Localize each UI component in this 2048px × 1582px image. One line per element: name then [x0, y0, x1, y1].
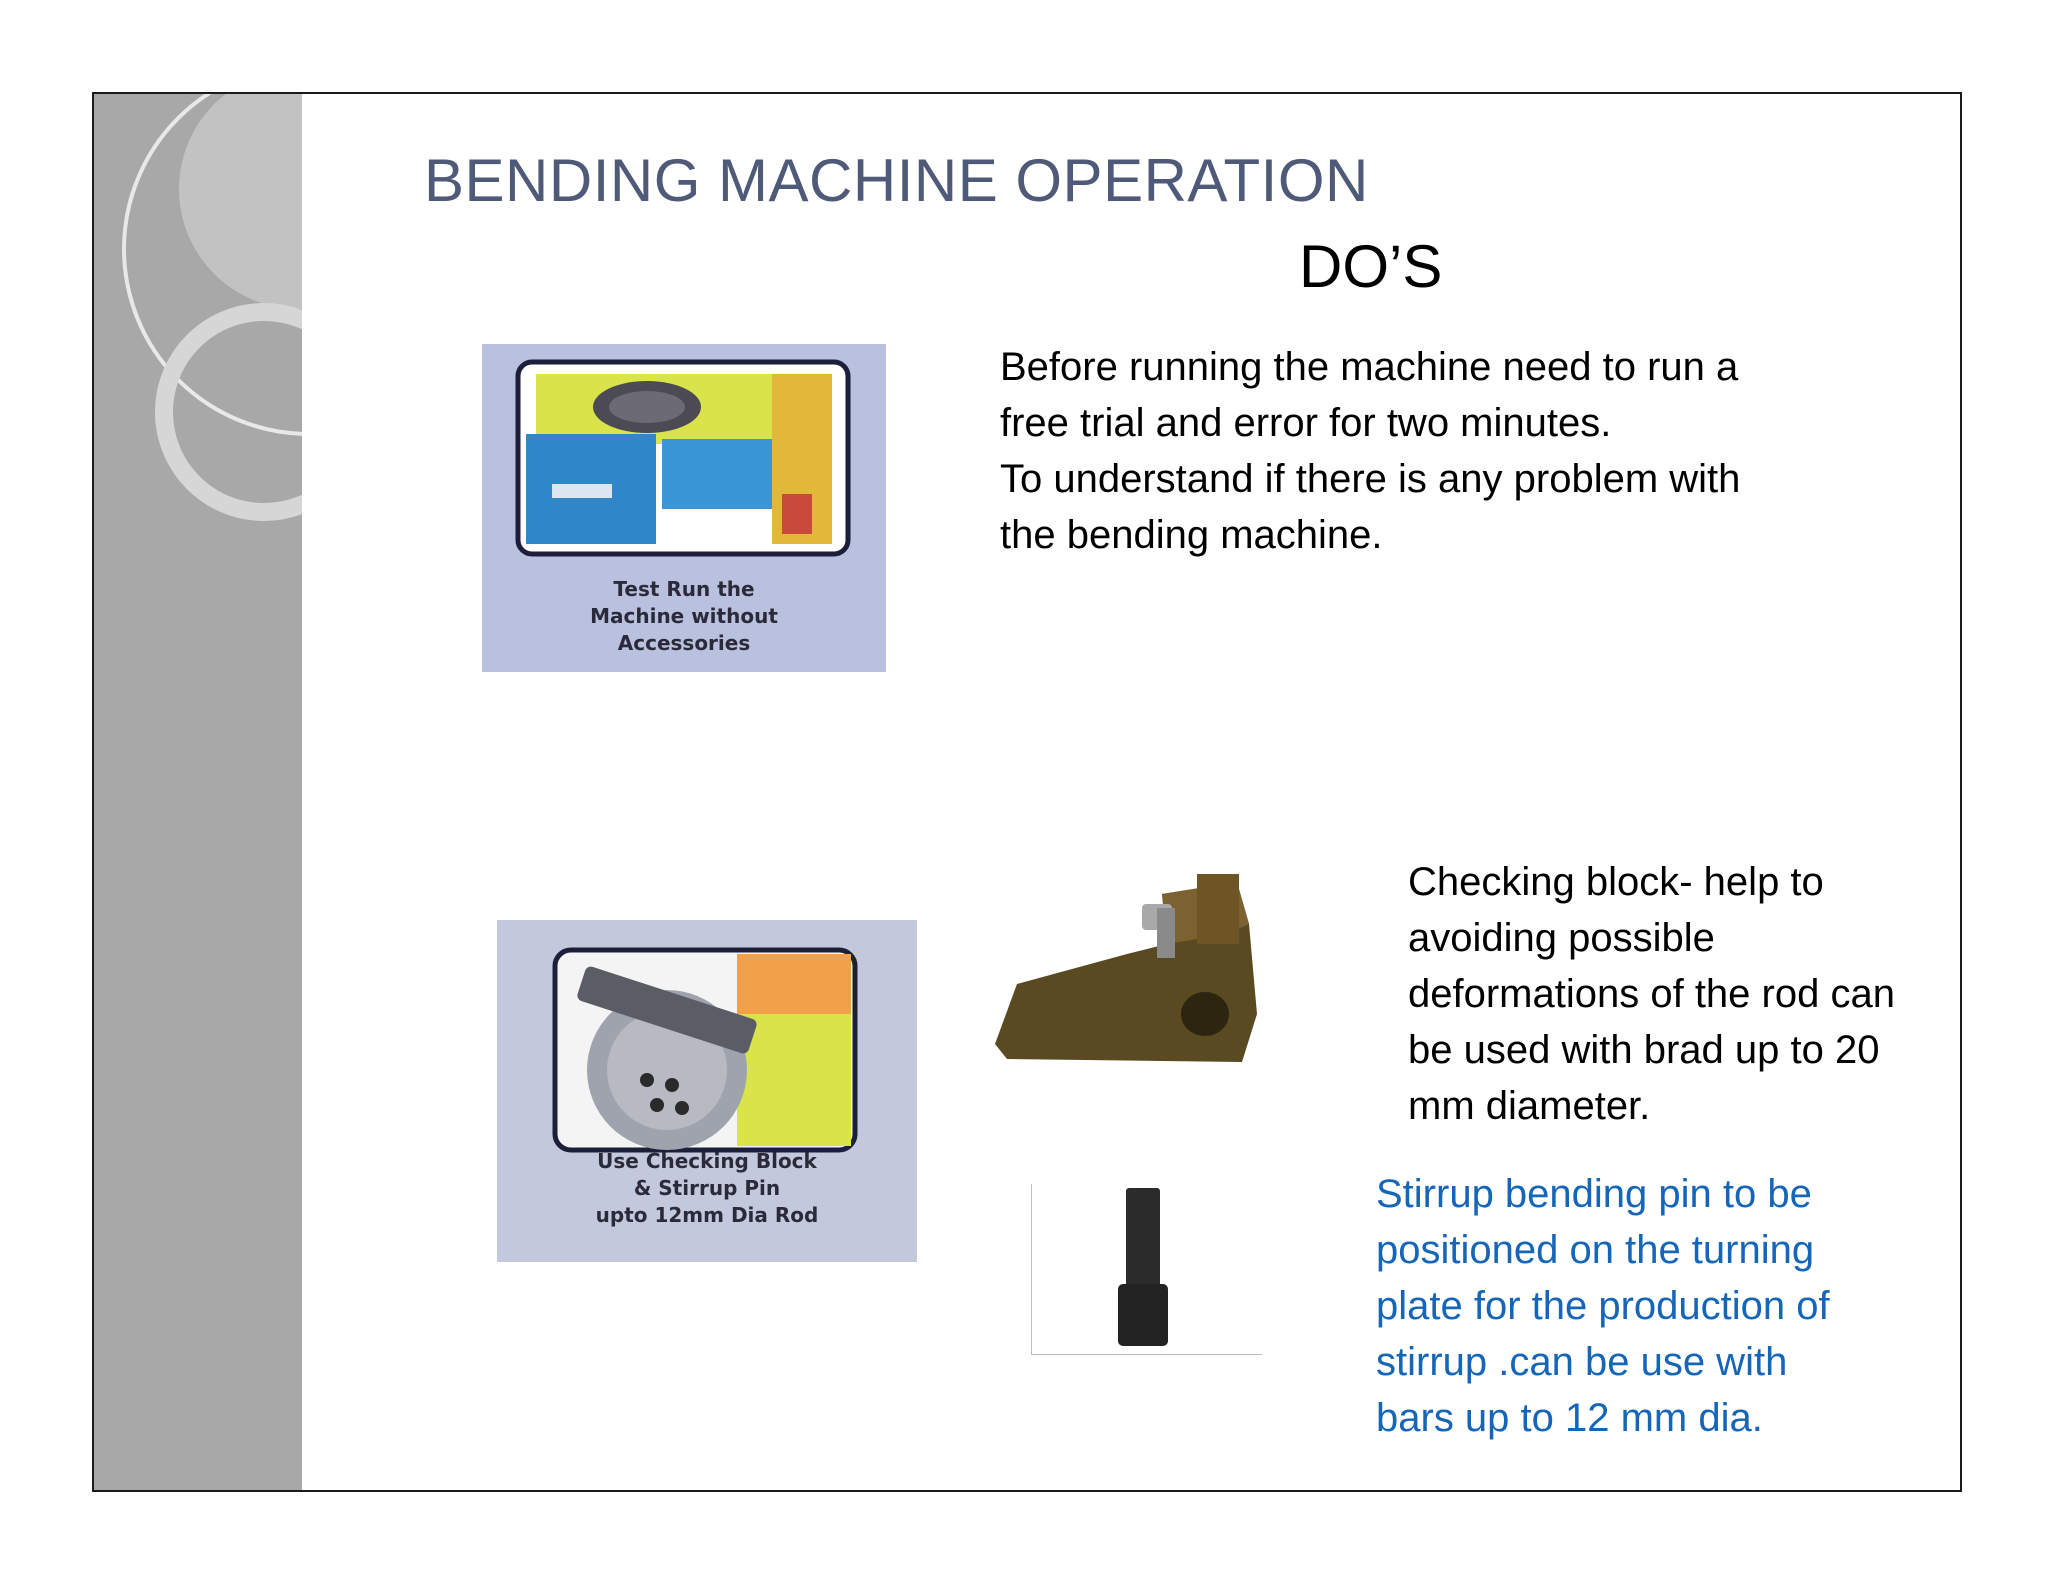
text-line: mm diameter.	[1408, 1084, 1651, 1128]
decor-circle-ring-thick	[164, 312, 302, 512]
photo2-caption-line: Use Checking Block	[597, 1149, 817, 1173]
decor-circle-filled	[179, 94, 302, 309]
photo2-caption	[497, 1148, 917, 1229]
stirrup-pin-image	[1031, 1184, 1262, 1355]
text-line: stirrup .can be use with	[1376, 1340, 1788, 1384]
decorative-sidebar	[94, 94, 302, 1490]
slide	[92, 92, 1962, 1492]
photo1-caption-line: Accessories	[617, 631, 751, 655]
text-line: Checking block- help to	[1408, 860, 1824, 904]
text-line: Before running the machine need to run a	[1000, 345, 1739, 389]
test-run-machine-photo	[482, 344, 886, 672]
decorative-circles	[94, 94, 302, 1492]
text-line: To understand if there is any problem with	[1000, 457, 1741, 501]
photo1-caption	[482, 576, 886, 657]
text-line: bars up to 12 mm dia.	[1376, 1396, 1763, 1440]
test-run-description	[1000, 339, 1740, 563]
text-line: positioned on the turning	[1376, 1228, 1815, 1272]
text-line: avoiding possible	[1408, 916, 1715, 960]
text-line: deformations of the rod can	[1408, 972, 1895, 1016]
text-line: free trial and error for two minutes.	[1000, 401, 1612, 445]
slide-title: BENDING MACHINE OPERATION	[424, 147, 1369, 214]
photo2-caption-line: & Stirrup Pin	[633, 1176, 781, 1200]
checking-block-description	[1408, 854, 1895, 1134]
slide-subtitle: DO’S	[1299, 233, 1443, 300]
text-line: plate for the production of	[1376, 1284, 1830, 1328]
text-line: Stirrup bending pin to be	[1376, 1172, 1812, 1216]
checking-block-image	[987, 864, 1347, 1074]
text-line: be used with brad up to 20	[1408, 1028, 1880, 1072]
checking-block-usage-photo	[497, 920, 917, 1262]
photo2-caption-line: upto 12mm Dia Rod	[595, 1203, 819, 1227]
photo1-caption-line: Test Run the	[613, 577, 755, 601]
stirrup-pin-description	[1376, 1166, 1830, 1446]
text-line: the bending machine.	[1000, 513, 1383, 557]
photo1-caption-line: Machine without	[590, 604, 778, 628]
